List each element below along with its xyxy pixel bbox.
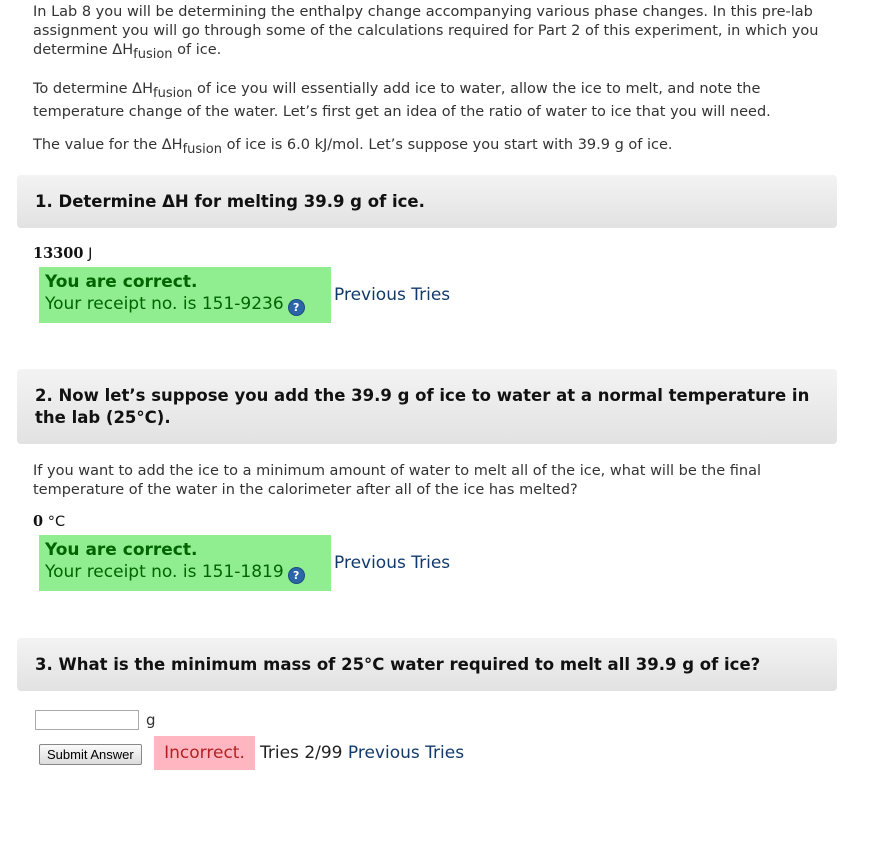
intro-p2-sub: fusion [153,86,193,101]
question-2-receipt: Your receipt no. is 151-1819 [45,562,284,582]
question-1-correct-feedback [39,267,331,323]
intro-p2-tail: of ice you will essentially add ice to water, allow the ice to melt, and note the temperature change of the water. Let’s first get an idea of the ratio of water to ice that you will need. [33,81,771,120]
intro-paragraph-2 [33,78,843,124]
question-3-tries [260,743,464,763]
question-2-answer-value: 0 [33,513,44,530]
question-2-correct-feedback [39,535,331,591]
question-2-answer-unit: °C [47,514,66,530]
intro-p3-tail: of ice is 6.0 kJ/mol. Let’s suppose you start with 39.9 g of ice. [221,137,673,153]
question-2-title: 2. Now let’s suppose you add the 39.9 g of ice to water at a normal temperature in the lab (25°C). [35,385,810,427]
question-3-unit: g [146,711,156,729]
intro-paragraph-3 [33,136,843,155]
question-1-header [17,175,837,228]
intro-p1-sub: fusion [133,47,173,62]
help-icon[interactable]: ? [288,567,305,584]
question-1-title: 1. Determine ΔH for melting 39.9 g of ice. [35,191,425,211]
help-icon[interactable]: ? [288,299,305,316]
question-2-answer [33,513,65,530]
intro-p3-sub: fusion [182,142,222,157]
intro-p1-text: In Lab 8 you will be determining the enthalpy change accompanying various phase changes. In this pre-lab assignment you will go through some of the calculations required for Part 2 of this experiment, in which you determine ΔH [33,4,819,58]
question-1-answer-unit: J [88,246,93,262]
question-2-status: You are correct. [45,540,198,560]
question-2-text: If you want to add the ice to a minimum amount of water to melt all of the ice, what will be the final temperature of the water in the calorimeter after all of the ice has melted? [33,463,761,498]
intro-p1-tail: of ice. [172,42,222,58]
question-1-answer-value: 13300 [33,245,84,262]
question-1-answer [33,245,92,262]
question-1-receipt: Your receipt no. is 151-9236 [45,294,284,314]
question-3-title: 3. What is the minimum mass of 25°C water required to melt all 39.9 g of ice? [35,654,761,674]
intro-p2-text: To determine ΔH [33,81,154,97]
submit-answer-button[interactable]: Submit Answer [39,744,142,765]
question-3-header [17,638,837,691]
question-2-previous-tries-link[interactable]: Previous Tries [334,553,451,573]
question-3-incorrect-badge: Incorrect. [154,736,255,770]
question-2-header [17,369,837,444]
question-3-tries-count: Tries 2/99 [260,743,343,763]
question-3-previous-tries-link[interactable]: Previous Tries [347,743,465,763]
question-1-previous-tries-link[interactable]: Previous Tries [334,285,451,305]
question-3-input-row [35,710,156,730]
intro-paragraph-1 [33,3,843,60]
question-3-answer-input[interactable] [35,710,139,730]
intro-p3-text: The value for the ΔH [33,137,183,153]
question-1-status: You are correct. [45,272,198,292]
